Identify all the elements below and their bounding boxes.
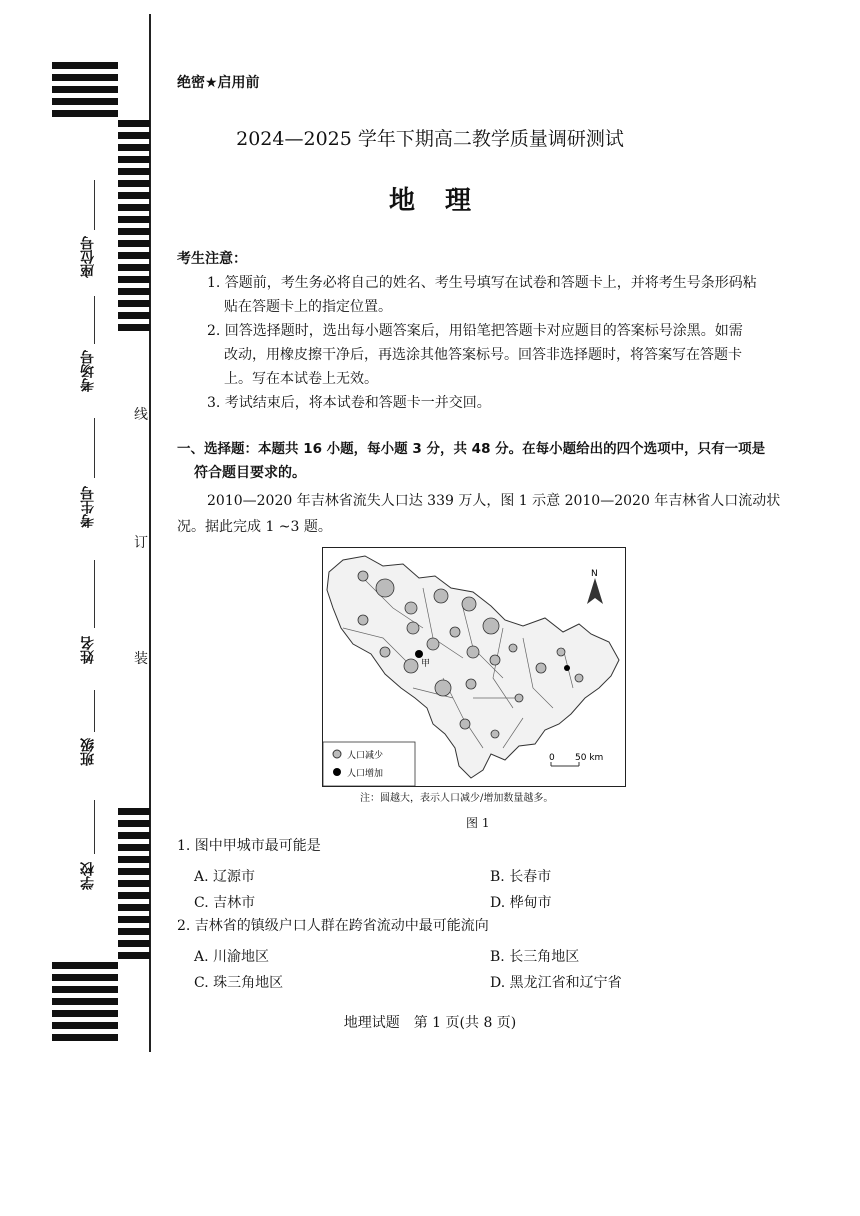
legend-increase-icon [333,768,341,776]
north-label: N [591,569,598,579]
binding-bar [118,276,150,283]
binding-bars-bottom [52,962,118,1046]
binding-bar [118,904,150,911]
question-1-option-a: A. 辽源市 [194,869,256,885]
subject-title: 地理 [388,186,501,216]
field-room-line [94,296,95,344]
binding-bar [52,974,118,981]
binding-bar [118,868,150,875]
binding-bar [118,228,150,235]
binding-bar [118,916,150,923]
binding-bars-top [52,62,118,122]
figure-map [322,547,626,787]
binding-bar [118,880,150,887]
field-room: 考场号 [80,350,96,392]
field-exam-no-line [94,418,95,478]
binding-bars-mid-top [118,120,150,336]
binding-bar [118,312,150,319]
field-school-line [94,800,95,854]
binding-bar [52,986,118,993]
binding-bar [118,820,150,827]
notice-line: 改动，用橡皮擦干净后，再选涂其他答案标号。回答非选择题时，将答案写在答题卡 [224,347,742,363]
notice-line: 3. 考试结束后，将本试卷和答题卡一并交回。 [207,395,491,411]
binding-bar [118,300,150,307]
question-2-option-a: A. 川渝地区 [194,949,270,965]
legend-decrease: 人口减少 [347,751,384,761]
scale-label: 50 km [575,753,604,763]
question-2-option-d: D. 黑龙江省和辽宁省 [490,975,622,991]
north-arrow-icon [587,578,603,604]
legend-increase: 人口增加 [347,769,384,779]
figure-note: 注：圆越大，表示人口减少/增加数量越多。 [360,793,554,804]
field-class-line [94,690,95,732]
notice-line: 2. 回答选择题时，选出每小题答案后，用铅笔把答题卡对应题目的答案标号涂黑。如需 [207,323,743,339]
binding-bar [118,832,150,839]
notice-line: 上。写在本试卷上无效。 [224,371,378,387]
figure-caption: 图 1 [466,816,490,830]
binding-bar [118,940,150,947]
binding-bar [118,252,150,259]
binding-bar [52,86,118,93]
binding-bar [118,324,150,331]
binding-bars-mid-bottom [118,808,150,964]
field-name-line [94,560,95,628]
intro-text-cont: 况。据此完成 1 ~3 题。 [177,519,332,535]
exam-title: 2024—2025 学年下期高二教学质量调研测试 [236,128,624,150]
binding-bar [118,928,150,935]
binding-bar [52,962,118,969]
secret-mark: 绝密★启用前 [177,75,260,91]
binding-bar [52,1034,118,1041]
section-heading-cont: 符合题目要求的。 [194,465,306,481]
question-2-option-b: B. 长三角地区 [490,949,580,965]
binding-bar [118,856,150,863]
legend-decrease-icon [333,750,341,758]
scale-zero: 0 [549,753,555,763]
binding-bar [118,808,150,815]
binding-bar [52,62,118,69]
jilin-map [323,548,625,786]
bind-word-staple: 订 [134,535,148,551]
bind-word-bind: 装 [134,651,148,667]
notice-line: 贴在答题卡上的指定位置。 [224,299,392,315]
increase-circle [564,665,570,671]
field-school: 学校 [80,862,96,890]
binding-bar [118,240,150,247]
bind-word-line: 线 [134,407,148,423]
question-1-stem: 1. 图中甲城市最可能是 [177,838,321,854]
legend-box [323,742,415,786]
binding-bar [52,98,118,105]
page-footer: 地理试题 第 1 页(共 8 页) [343,1015,517,1031]
binding-bar [118,216,150,223]
field-class: 班级 [80,738,96,766]
question-2-stem: 2. 吉林省的镇级户口人群在跨省流动中最可能流向 [177,918,489,934]
field-seat: 座位号 [80,236,96,278]
binding-bar [118,264,150,271]
city-jia [415,650,423,658]
question-1-option-c: C. 吉林市 [194,895,256,911]
binding-bar [52,110,118,117]
binding-bar [118,892,150,899]
field-name: 姓名 [80,636,96,664]
question-2-option-c: C. 珠三角地区 [194,975,284,991]
field-exam-no: 考生号 [80,486,96,528]
binding-bar [118,288,150,295]
city-jia-label: 甲 [421,659,431,669]
binding-bar [118,168,150,175]
intro-text: 2010—2020 年吉林省流失人口达 339 万人，图 1 示意 2010—2020 年吉林省人口流动状 [207,493,781,509]
question-1-option-b: B. 长春市 [490,869,552,885]
binding-bar [52,74,118,81]
notice-line: 1. 答题前，考生务必将自己的姓名、考生号填写在试卷和答题卡上，并将考生号条形码粘 [207,275,757,291]
section-heading: 一、选择题：本题共 16 小题，每小题 3 分，共 48 分。在每小题给出的四个选项中，只有一项是 [177,441,766,457]
binding-bar [118,844,150,851]
binding-bar [52,998,118,1005]
binding-bar [118,156,150,163]
notice-heading: 考生注意： [177,251,247,267]
question-1-option-d: D. 桦甸市 [490,895,552,911]
binding-bar [118,952,150,959]
